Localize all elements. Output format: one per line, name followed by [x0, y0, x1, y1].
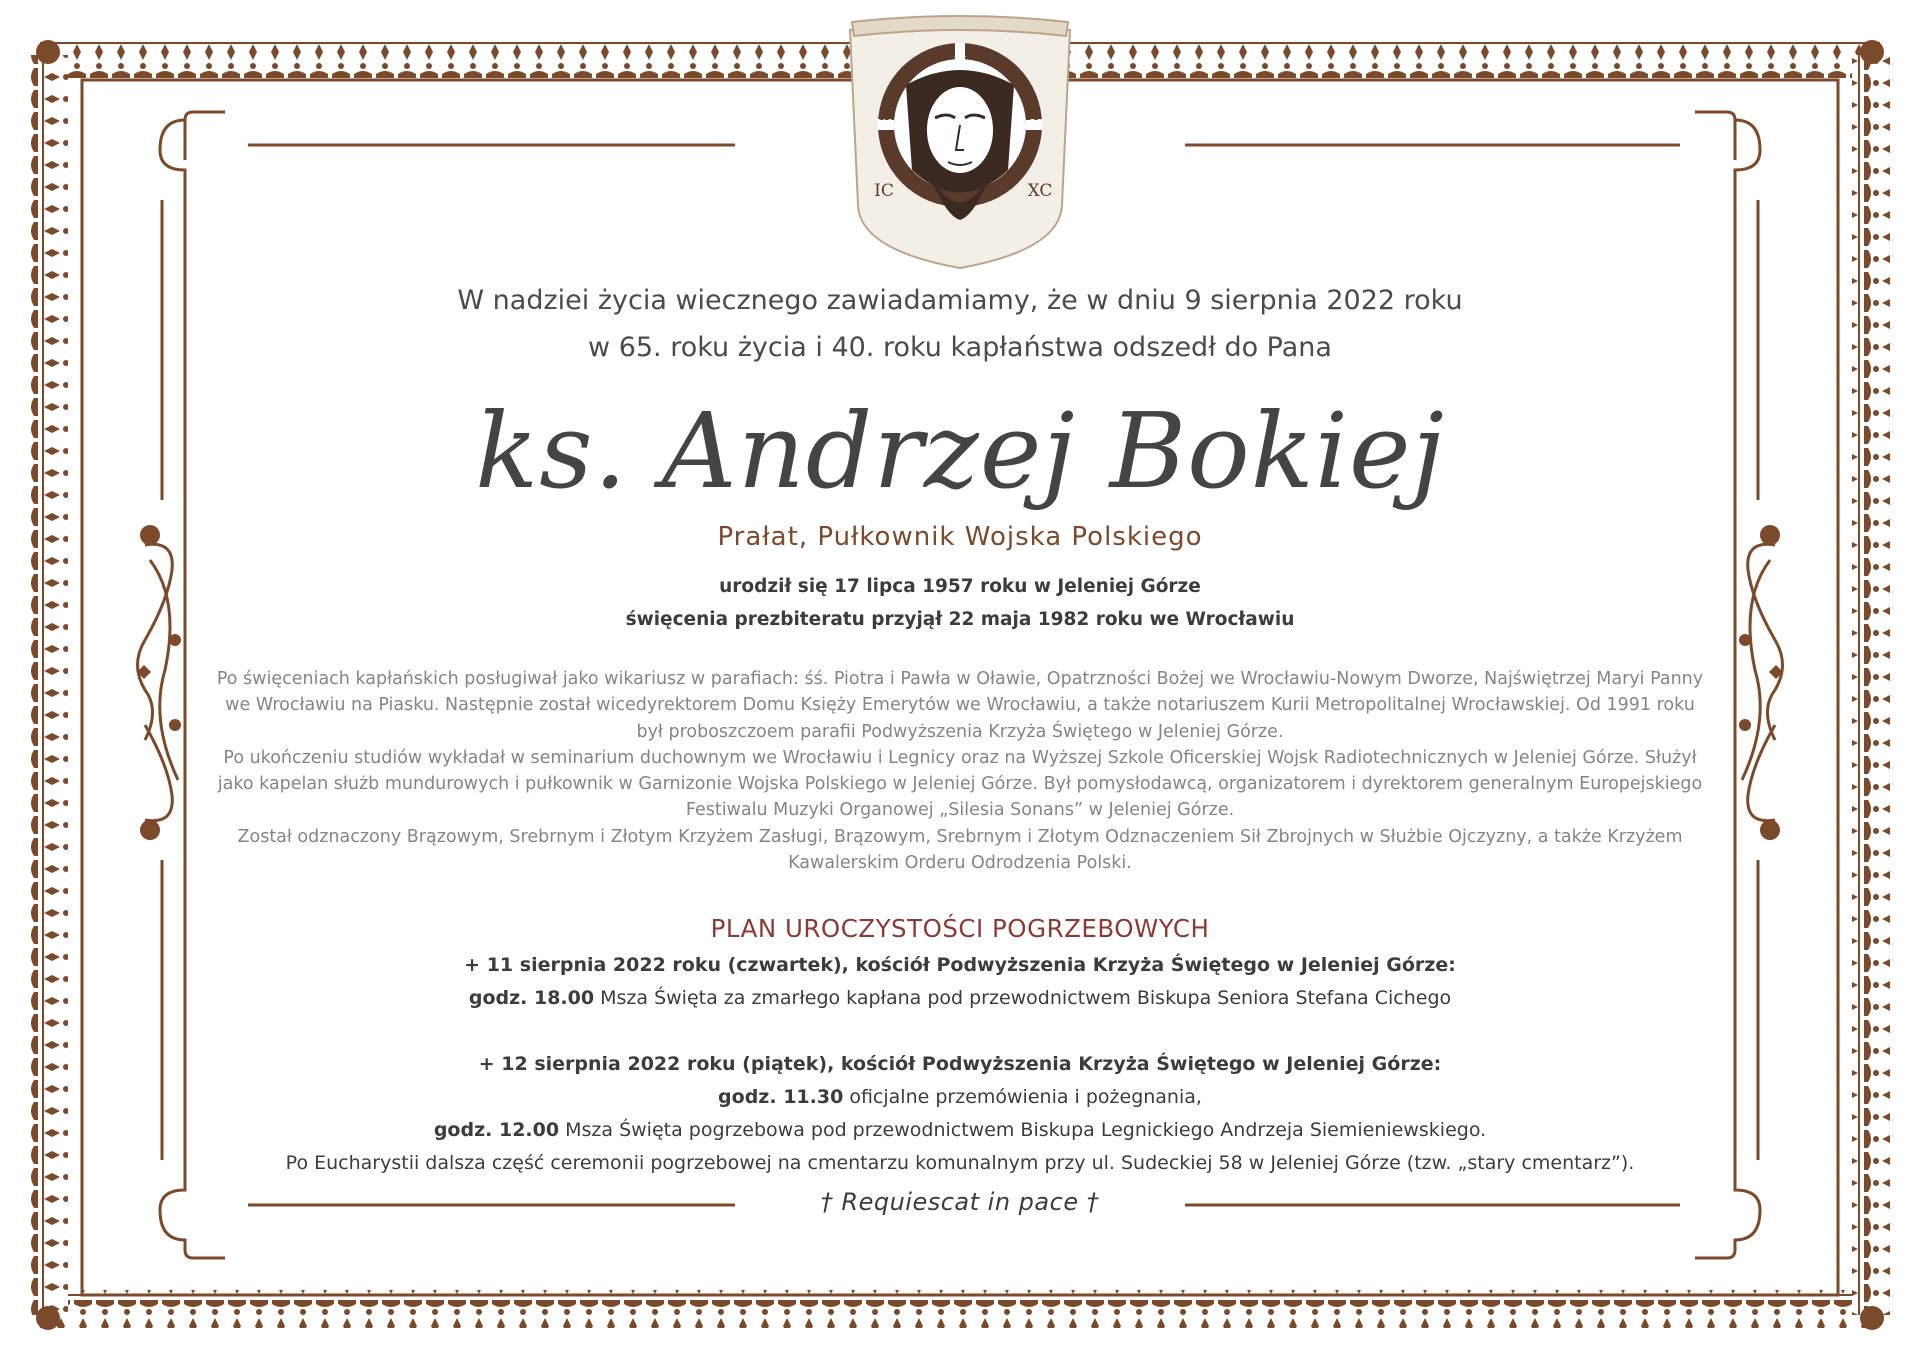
plan-day2-desc-1: oficjalne przemówienia i pożegnania,: [843, 1086, 1202, 1108]
biography: [210, 666, 1710, 876]
plan-day2-heading: [0, 1053, 1920, 1075]
icon-inscription-h: H: [1029, 116, 1043, 134]
ordination-line: święcenia prezbiteratu przyjął 22 maja 1982 roku we Wrocławiu: [625, 609, 1295, 630]
biography-paragraph-3: Został odznaczony Brązowym, Srebrnym i Złotym Krzyżem Zasługi, Brązowym, Srebrnym i Złotym Odznaczeniem Sił Zbrojnych w Służbie Ojczyzny, a także Krzyżem Kawalerskim Orderu Odrodzenia Polski.: [237, 826, 1683, 874]
plan-day1-heading-text: + 11 sierpnia 2022 roku (czwartek), kościół Podwyższenia Krzyża Świętego w Jeleniej Górze:: [464, 954, 1456, 976]
plan-day2-desc-2: Msza Święta pogrzebowa pod przewodnictwem Biskupa Legnickiego Andrzeja Siemieniewskiego.: [559, 1119, 1487, 1141]
plan-day2-time-2: godz. 12.00: [433, 1119, 560, 1141]
plan-day2-time-1: godz. 11.30: [718, 1086, 844, 1108]
icon-inscription-w: W: [876, 116, 892, 134]
plan-day1-time: godz. 18.00: [468, 987, 595, 1009]
birth-line: urodził się 17 lipca 1957 roku w Jeleniej Górze: [719, 576, 1201, 597]
plan-day2-heading-text: + 12 sierpnia 2022 roku (piątek), kościół Podwyższenia Krzyża Świętego w Jeleniej Górze:: [478, 1053, 1442, 1075]
plan-day1-heading: [0, 954, 1920, 976]
deceased-name: ks. Andrzej Bokiej: [475, 390, 1445, 512]
plan-day1-event: [0, 987, 1920, 1009]
deceased-title: Prałat, Pułkownik Wojska Polskiego: [717, 522, 1203, 552]
plan-day1-desc: Msza Święta za zmarłego kapłana pod przewodnictwem Biskupa Seniora Stefana Cichego: [594, 987, 1452, 1009]
plan-title: PLAN UROCZYSTOŚCI POGRZEBOWYCH: [710, 914, 1210, 943]
plan-day2-note: Po Eucharystii dalsza część ceremonii pogrzebowej na cmentarzu komunalnym przy ul. Sudeckiej 58 w Jeleniej Górze (tzw. „stary cmentarz”).: [285, 1152, 1635, 1174]
icon-inscription-ic: IC: [874, 181, 894, 201]
icon-inscription-a: A: [954, 43, 966, 61]
biography-paragraph-1: Po święceniach kapłańskich posługiwał jako wikariusz w parafiach: śś. Piotra i Pawła w Oławie, Opatrzności Bożej we Wrocławiu-Nowym Dworze, Najświętrzej Maryi Panny we Wrocławiu na Piasku. Następnie został wicedyrektorem Domu Księży Emerytów we Wrocławiu, a także notariuszem Kurii Metropolitalnej Wrocławskiej. Od 1991 roku był proboszczoem parafii Podwyższenia Krzyża Świętego w Jeleniej Górze.: [216, 669, 1704, 742]
plan-day2-event-1: [0, 1086, 1920, 1108]
biography-paragraph-2: Po ukończeniu studiów wykładał w seminarium duchownym we Wrocławiu i Legnicy oraz na Wyższej Szkole Oficerskiej Wojsk Radiotechnicznych w Jeleniej Górze. Służył jako kapelan służb mundurowych i pułkownik w Garnizonie Wojska Polskiego w Jeleniej Górze. Był pomysłodawcą, organizatorem i dyrektorem generalnym Europejskiego Festiwalu Muzyki Organowej „Silesia Sonans” w Jeleniej Górze.: [217, 747, 1703, 821]
plan-day2-event-2: [0, 1119, 1920, 1141]
icon-inscription-xc: XC: [1027, 181, 1053, 201]
intro-line-1: W nadziei życia wiecznego zawiadamiamy, że w dniu 9 sierpnia 2022 roku: [457, 285, 1463, 316]
closing-phrase: † Requiescat in pace †: [820, 1188, 1100, 1216]
intro-line-2: w 65. roku życia i 40. roku kapłaństwa odszedł do Pana: [588, 332, 1332, 363]
